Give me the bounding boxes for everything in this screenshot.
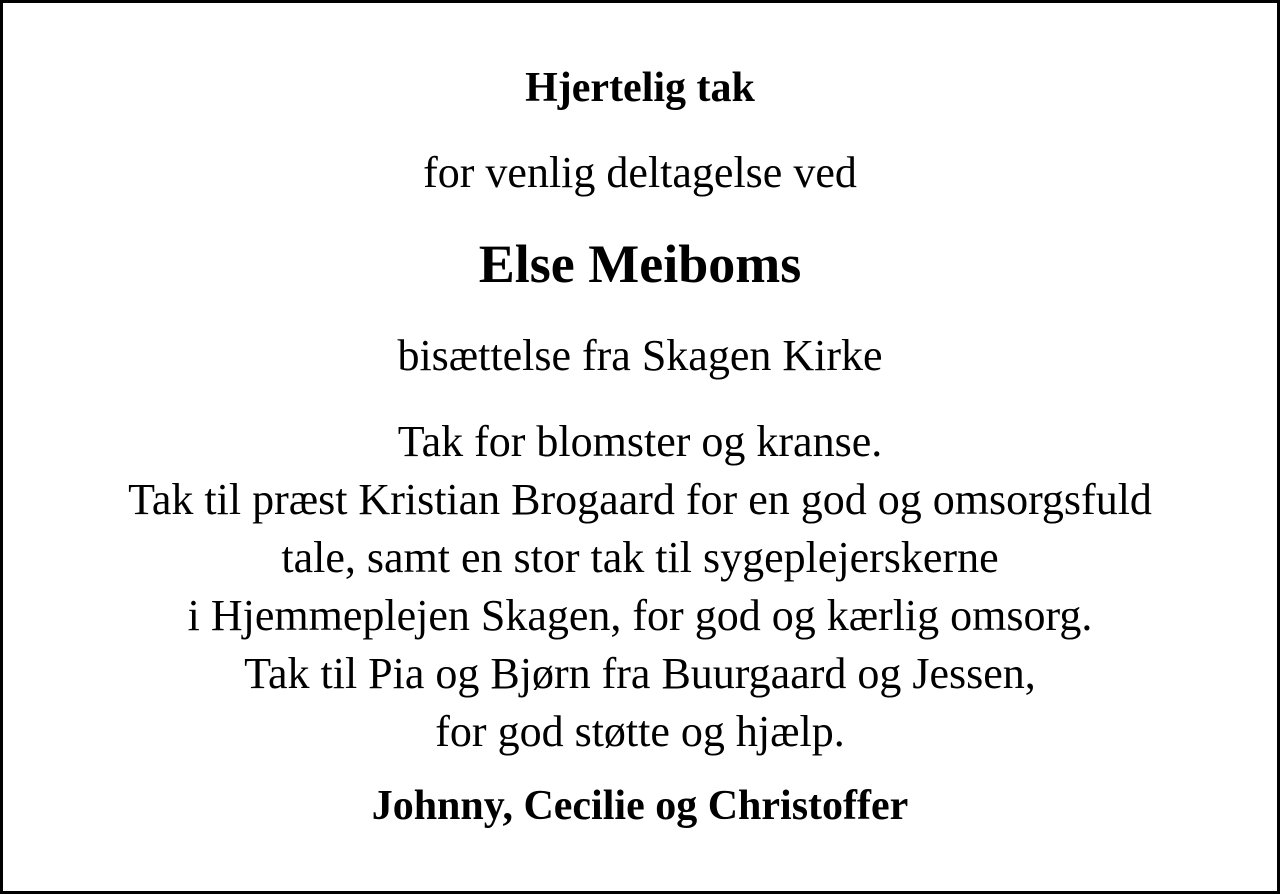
ceremony-text: bisættelse fra Skagen Kirke [397, 331, 883, 380]
deceased-name: Else Meiboms [478, 234, 802, 294]
notice-intro: for venlig deltagelse ved [423, 148, 857, 197]
thanks-line: Tak til Pia og Bjørn fra Buurgaard og Jessen, [244, 649, 1036, 698]
thanks-line: tale, samt en stor tak til sygeplejerskerne [281, 533, 999, 582]
thanks-line: Tak til præst Kristian Brogaard for en god og omsorgsfuld [128, 475, 1152, 524]
signature: Johnny, Cecilie og Christoffer [371, 783, 909, 829]
thanks-paragraph [3, 413, 1277, 761]
thanks-line: for god støtte og hjælp. [435, 707, 845, 756]
thanks-line: Tak for blomster og kranse. [397, 417, 883, 466]
notice-heading: Hjertelig tak [525, 65, 755, 111]
thanks-line: i Hjemmeplejen Skagen, for god og kærlig omsorg. [187, 591, 1093, 640]
